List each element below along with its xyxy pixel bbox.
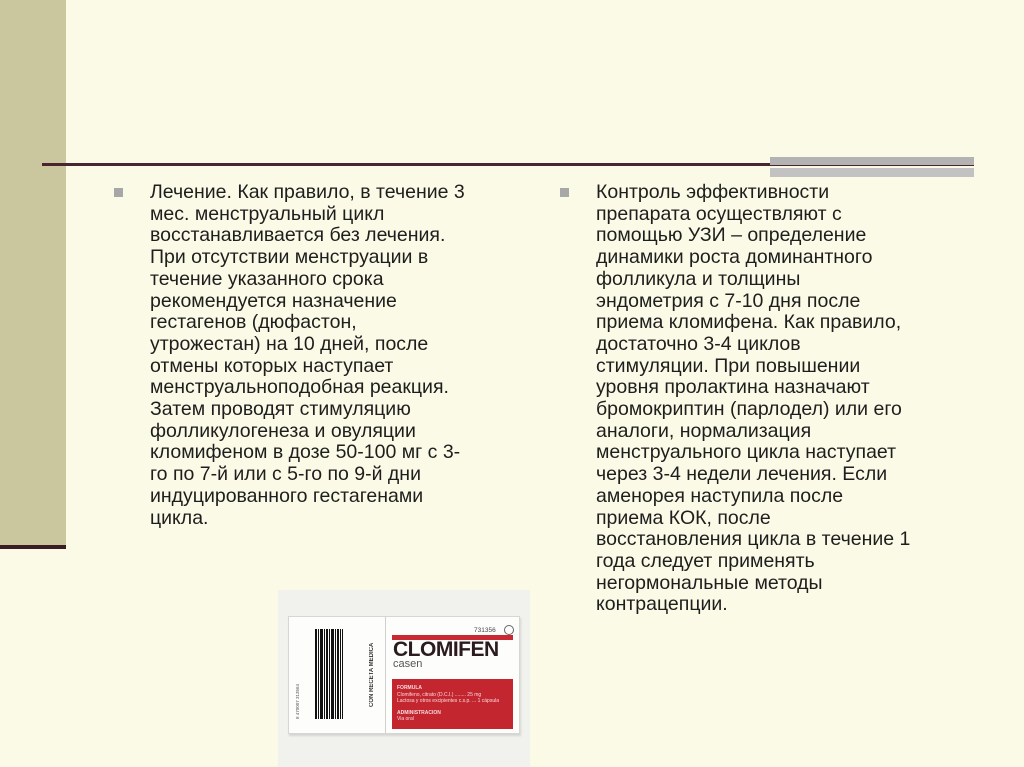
side-accent-bar bbox=[0, 0, 66, 545]
admin-value: Via oral bbox=[397, 716, 414, 722]
right-paragraph: Контроль эффективности препарата осуществляют с помощью УЗИ – определение динамики роста доминантного фолликула и толщины эндометрия с 7-10 дня после приема кломифена. Как правило, достаточно 3-4 циклов стимуляции. При повышении уровня пролактина назначают бромокриптин (парлодел) или его аналоги, нормализация менструального цикла наступает через 3-4 недели лечения. Если аменорея наступила после приема КОК, после восстановления цикла в течение 1 года следует применять негормональные методы контрацепции. bbox=[596, 181, 911, 616]
accent-gray-bar-bottom bbox=[770, 168, 974, 177]
side-accent-line bbox=[0, 545, 66, 549]
accent-gray-bar-top bbox=[770, 157, 974, 165]
prescription-label: CON RECETA MÉDICA bbox=[369, 642, 375, 708]
box-divider bbox=[385, 617, 386, 733]
brand-subtitle: casen bbox=[393, 658, 423, 670]
barcode-area bbox=[289, 617, 361, 733]
formula-line-1: Clomifeno, citrato (D.C.I.) ........ 25 mg bbox=[397, 692, 482, 698]
square-bullet-icon bbox=[560, 188, 569, 197]
product-code: 731356 bbox=[474, 627, 496, 634]
right-text-column bbox=[560, 182, 970, 616]
barcode-number: 8 470007 313564 bbox=[295, 683, 300, 719]
admin-label: ADMINISTRACION bbox=[397, 710, 441, 716]
medicine-box-photo bbox=[288, 616, 520, 734]
formula-line-2: Lactosa y otros excipientes c.s.p. ... 1 cápsula bbox=[397, 698, 499, 704]
barcode-icon bbox=[315, 629, 343, 719]
left-text-column bbox=[114, 182, 534, 529]
formula-label: FORMULA bbox=[397, 685, 422, 691]
left-paragraph: Лечение. Как правило, в течение 3 мес. менструальный цикл восстанавливается без лечения. При отсутствии менструации в течение указанного срока рекомендуется назначение гестагенов (дюфастон, утрожестан) на 10 дней, после отмены которых наступает менструальноподобная реакция. Затем проводят стимуляцию фолликулогенеза и овуляции кломифеном в дозе 50-100 мг с 3- го по 7-й или с 5-го по 9-й дни индуцированного гестагенами цикла. bbox=[150, 181, 465, 529]
square-bullet-icon bbox=[114, 188, 123, 197]
circle-icon bbox=[504, 625, 514, 635]
brand-name: CLOMIFEN bbox=[393, 638, 499, 661]
